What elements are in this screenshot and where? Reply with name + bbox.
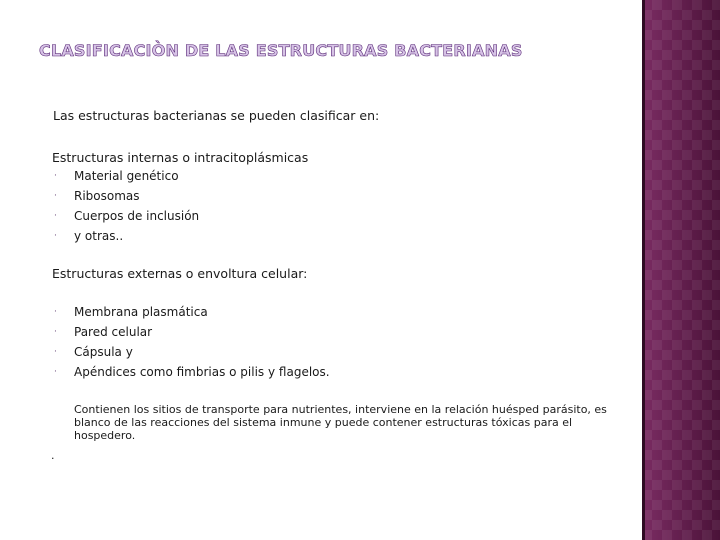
description-note: Contienen los sitios de transporte para nutrientes, interviene en la relación huésped parásito, es blanco de las reacciones del sistema inmune y puede contener estructuras tóxicas para el hospedero. <box>74 403 607 442</box>
list-item: · Apéndices como fimbrias o pilis y flagelos. <box>52 362 330 382</box>
bullet-icon: · <box>54 347 57 357</box>
list-item: · Pared celular <box>52 322 330 342</box>
intro-text: Las estructuras bacterianas se pueden clasificar en: <box>53 108 380 123</box>
bullet-icon: · <box>54 171 57 181</box>
external-structures-heading: Estructuras externas o envoltura celular: <box>52 266 308 281</box>
bullet-icon: · <box>54 211 57 221</box>
list-item: · Cápsula y <box>52 342 330 362</box>
list-item: · Ribosomas <box>52 186 199 206</box>
list-item: · Material genético <box>52 166 199 186</box>
external-structures-list <box>52 302 330 382</box>
bullet-icon: · <box>54 307 57 317</box>
bullet-icon: · <box>54 191 57 201</box>
bullet-icon: · <box>54 231 57 241</box>
list-item: · Cuerpos de inclusión <box>52 206 199 226</box>
internal-structures-heading: Estructuras internas o intracitoplásmicas <box>52 150 309 165</box>
bullet-icon: · <box>54 367 57 377</box>
trailing-mark: . <box>51 449 55 462</box>
internal-structures-list <box>52 166 199 246</box>
list-item: · Membrana plasmática <box>52 302 330 322</box>
list-item: · y otras.. <box>52 226 199 246</box>
slide-title: CLASIFICACIÒN DE LAS ESTRUCTURAS BACTERIANAS <box>39 41 523 60</box>
decorative-side-panel <box>642 0 720 540</box>
bullet-icon: · <box>54 327 57 337</box>
side-panel-edge <box>642 0 645 540</box>
